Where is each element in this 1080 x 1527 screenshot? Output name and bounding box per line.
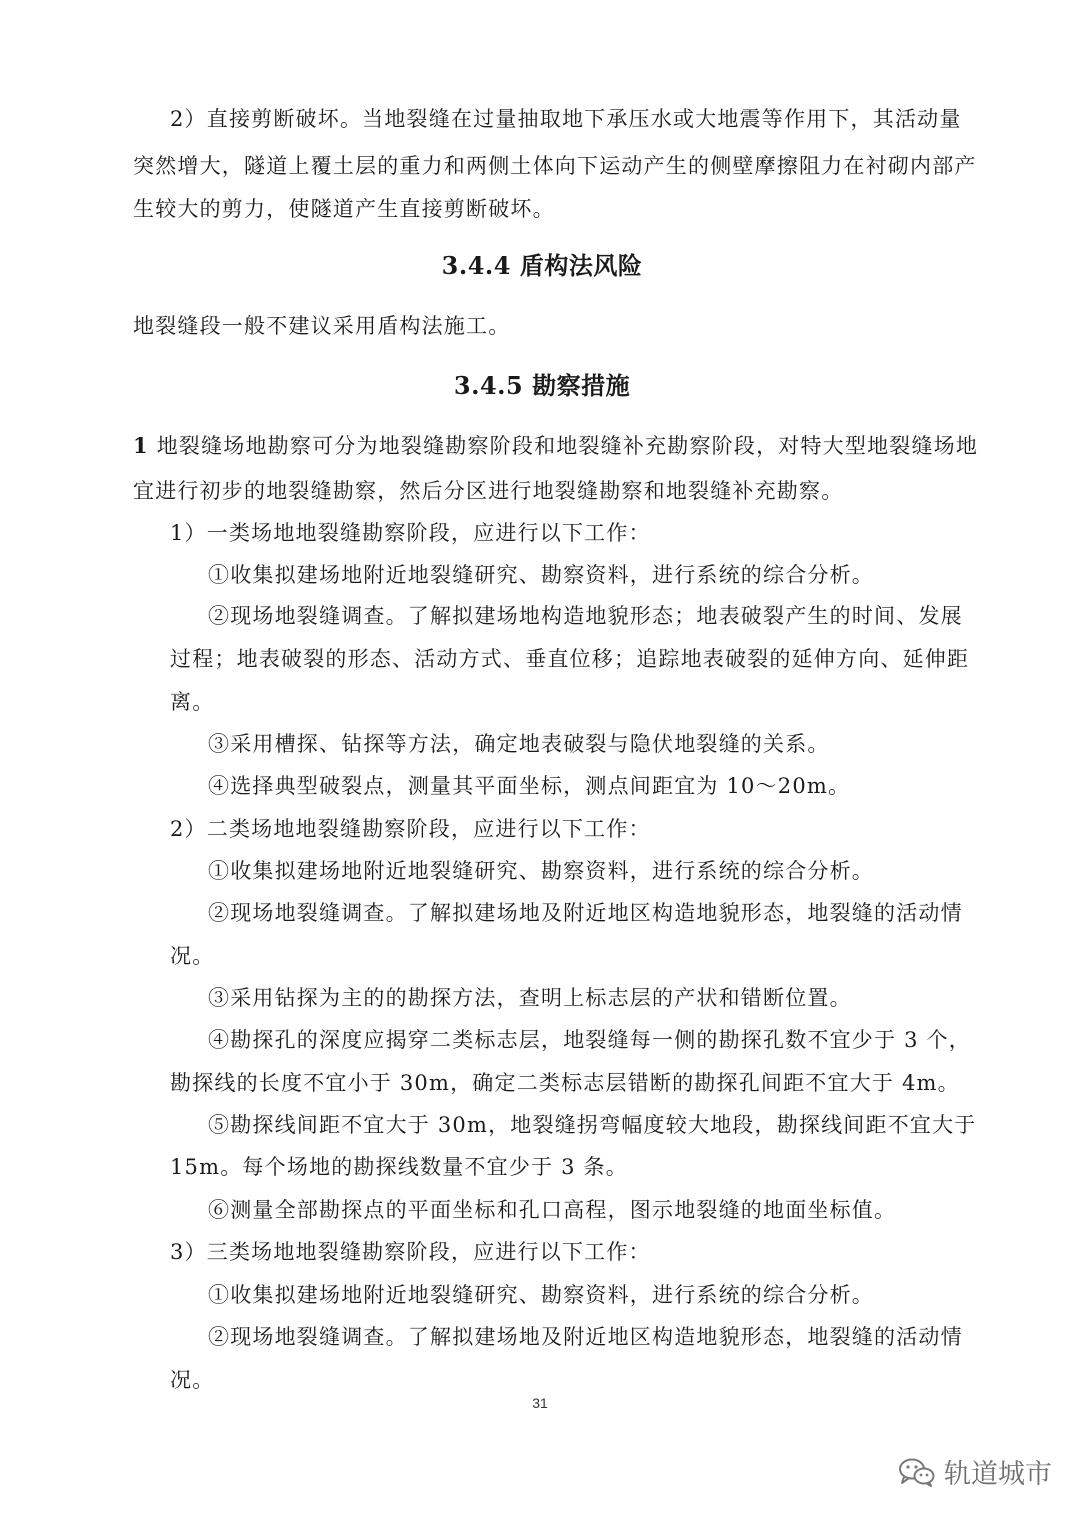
list-item-1 (133, 432, 979, 460)
paragraph-line: 生较大的剪力，使隧道产生直接剪断破坏。 (133, 197, 555, 221)
sub-item-line: 离。 (170, 690, 215, 714)
sub-item-line: ④勘探孔的深度应揭穿二类标志层，地裂缝每一侧的勘探孔数不宜少于 3 个， (208, 1028, 971, 1052)
sub-item-line: ①收集拟建场地附近地裂缝研究、勘察资料，进行系统的综合分析。 (208, 1283, 874, 1307)
wechat-icon (898, 1457, 936, 1487)
sub-item-line: 15m。每个场地的勘探线数量不宜少于 3 条。 (170, 1155, 628, 1179)
item-number: 1 (133, 433, 149, 458)
sub-item-line: ②现场地裂缝调查。了解拟建场地及附近地区构造地貌形态，地裂缝的活动情 (208, 1325, 963, 1349)
item-text: 地裂缝场地勘察可分为地裂缝勘察阶段和地裂缝补充勘察阶段，对特大型地裂缝场地 (148, 434, 979, 458)
sub-item-title: 3）三类场地地裂缝勘察阶段，应进行以下工作： (170, 1240, 651, 1264)
sub-item-line: ①收集拟建场地附近地裂缝研究、勘察资料，进行系统的综合分析。 (208, 563, 874, 587)
sub-item-line: ⑥测量全部勘探点的平面坐标和孔口高程，图示地裂缝的地面坐标值。 (208, 1198, 897, 1222)
sub-item-line: 况。 (170, 944, 215, 968)
paragraph-line: 地裂缝段一般不建议采用盾构法施工。 (133, 314, 511, 338)
watermark-text: 轨道城市 (944, 1459, 1052, 1490)
paragraph-line: 宜进行初步的地裂缝勘察，然后分区进行地裂缝勘察和地裂缝补充勘察。 (133, 479, 844, 503)
sub-item-line: ③采用槽探、钻探等方法，确定地表破裂与隐伏地裂缝的关系。 (208, 732, 830, 756)
sub-item-line: ①收集拟建场地附近地裂缝研究、勘察资料，进行系统的综合分析。 (208, 859, 874, 883)
paragraph-line: 突然增大，隧道上覆土层的重力和两侧土体向下运动产生的侧壁摩擦阻力在衬砌内部产 (133, 154, 977, 178)
section-heading-3-4-4: 3.4.4 盾构法风险 (441, 251, 643, 280)
sub-item-line: 勘探线的长度不宜小于 30m，确定二类标志层错断的勘探孔间距不宜大于 4m。 (170, 1071, 960, 1095)
sub-item-line: ②现场地裂缝调查。了解拟建场地及附近地区构造地貌形态，地裂缝的活动情 (208, 901, 963, 925)
paragraph-line: 2）直接剪断破坏。当地裂缝在过量抽取地下承压水或大地震等作用下，其活动量 (170, 107, 962, 131)
page-number: 31 (532, 1395, 548, 1411)
sub-item-line: ②现场地裂缝调查。了解拟建场地构造地貌形态；地表破裂产生的时间、发展 (208, 604, 963, 628)
sub-item-title: 1）一类场地地裂缝勘察阶段，应进行以下工作： (170, 521, 651, 545)
sub-item-title: 2）二类场地地裂缝勘察阶段，应进行以下工作： (170, 817, 651, 841)
section-heading-3-4-5: 3.4.5 勘察措施 (453, 371, 631, 400)
watermark (898, 1452, 1052, 1491)
sub-item-line: ④选择典型破裂点，测量其平面坐标，测点间距宜为 10～20m。 (208, 774, 851, 798)
sub-item-line: 过程；地表破裂的形态、活动方式、垂直位移；追踪地表破裂的延伸方向、延伸距 (170, 647, 970, 671)
sub-item-line: ③采用钻探为主的的勘探方法，查明上标志层的产状和错断位置。 (208, 986, 852, 1010)
sub-item-line: ⑤勘探线间距不宜大于 30m，地裂缝拐弯幅度较大地段，勘探线间距不宜大于 (208, 1113, 977, 1137)
sub-item-line: 况。 (170, 1368, 215, 1392)
